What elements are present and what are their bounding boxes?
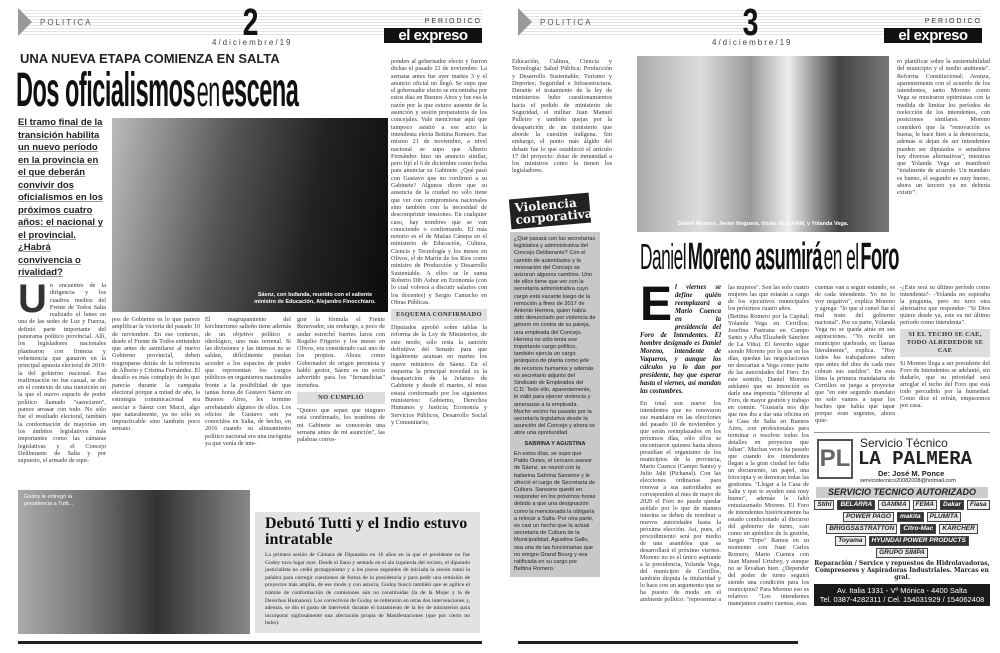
headline: Daniel Moreno asumirá en el Foro (640, 236, 899, 278)
lead-paragraph: El tramo final de la transición habilita un nuevo período en la provincia en el que deberán convivir dos oficialismos en los próximos cuatro años: el nacional y el provincial. ¿Habrá convivencia o rivalidad? (18, 117, 103, 278)
newspaper-logo: PERIODICO el expreso (384, 10, 482, 43)
kicker: UNA NUEVA ETAPA COMIENZA EN SALTA (20, 51, 280, 66)
sidebar-text: ¿Qué pasará con las secretarías legislativa y administrativa del Concejo Deliberante? Con el cambio de autoridades y la renovación del Concejo se avizoran algunos cambios. Uno de ellos tiene que ver con la secretaría administrativa cuyo cargo está vacante luego de la remoción a fines de 2017 de Antonio Herrera, quien había sido denunciado por violencia de género en contra de su pareja, una empleada del Concejo. Herrera no sólo tenía ese importante cargo político, también ejercía un cargo jerárquico de planta como jefe de recursos humanos y además es secretario adjunto del Sindicato de Empleados del C.D. Todo ello, aparentemente, le valió para ejercer violencia y amenazas a la empleada. Mucho vecino ha pasado por la secretaría legislativa desde la asunción del Concejo y ahora se abre una oportunidad. SABRINA Y AGUSTINA En estos días, se supo que Pablo Outes, el cercano asesor de Sáenz, se reunió con la bailarina Sabrina Sansone y le ofreció el cargo de Secretaría de Cultura. Sansone quedó en responder en los próximos horas debido a que una designación como la mencionada la obligaría a relocar a Salta. Por otra parte, es casi un hecho que la actual secretaria de Cultura de la Municipalidad, Agustina Gallo, sea una de las funcionarias que no emigre Grand Bourg y sea ratificada en su cargo por Bettina Romero. (510, 232, 600, 577)
section-arrow-icon (18, 8, 32, 36)
page-number: 3 (742, 2, 759, 44)
ad-owner: De: José M. Ponce (878, 469, 945, 478)
page-number: 2 (242, 2, 259, 44)
article-column: cuentas van a seguir estando, es de cada intendente. Yo no lo voy negativo", explica Moreno y agrega: "lo que sí cansó fue el mal trato del gobierno nacional". Por su parte, Yolanda Vega no se queda atrás en sus aspiraciones. "Yo recibí un municipio quebrado, en llamas literalmente", explica. "Hoy todos los trabajadores saben que antes del diez de cada mes cobran sus sueldos". En esta línea la primera mandataria de Cerrillos se juega a proyectar que "en este segundo mandato no solo vamos a tapar los baches que había que tapar porque eran urgentes, ahora quie- (815, 284, 895, 424)
bottom-story-text: La primera sesión de Cámara de Diputados en 16 años en la que el presidente no fue Godoy tuvo lugar ayer. Desde el llano y sentado en el ala izquierda del recinto, el diputado justicialista no cedió protagonismo y a los pocos segundos de iniciada la sesión tomó la palabra para corregir cuestiones de forma de la presidencia y para pedir una remisión de proyectos más amplia, de ese modo y con astucia, Godoy buscó también que se agilice el trámite de conformación de comisiones aún no constituidas (la de la Mujer y la de Derechos Humanos). Los correctivos de Godoy se reiteraron en otras dos intervenciones y, además, se dio el gusto de intervenir durante el tratamiento de la ley de ministerios para incorporar sigilosamente una afectación propia de Manifestaciones (que por cierto no hubo). (265, 552, 470, 627)
subheading: ESQUEMA CONFIRMADO (391, 309, 487, 321)
article-column: grar la fórmula el Frente Renovador, sin embargo, a poco de andar estrechó fuertes lazos con Rogelio Frigerio y los meses en Olivos, era considerado casi uno de los propios. Ahora como Gobernador de origen peronista y habló gestor, Sáenz es un socio advertido para los "fernandistas" norteños. NO CUMPLIÓ "Quiero que sepan que ninguno está confirmado, los nombres de mi Gabinete se conocerán una semana antes de mi asunción", las palabras corres- (297, 316, 385, 444)
article-column: ponden al gobernador electo y fueron dichas el pasado 21 de noviembre. La semana antes fue ayer martes 3 y el anuncio oficial no llegó. Se supo que el gobernador electo se encontraba por estos días en Buenos Aires y fue esa la razón por la que estuvo ausente de la asunción y sesión preparatoria de los concejales. Vale mencionar aquí que tampoco asistió a ese acto la intendenta electa Bettina Romero. Ese mismo 21 de noviembre, a nivel nacional se supo que Alberto Fernández hizo un anuncio similar, pero fijó el 6 de diciembre como fecha para anunciar su Gabinete. ¿Qué pasó con Gustavo que no confirmó a su Gabinete? Algunos dicen que su ausencia de la ciudad no sólo tiene que ver con compromisos nacionales sino también con la necesidad de descomprimir tensiones. En cualquier caso, hay nombres que se van conociendo o confirmando. El más notorio es el de Matías Cánepa en el ministerio de Educación, Cultura, Ciencia y Tecnología y los meses en Olivos, el de Martín de los Ríos como ministro de Producción y Desarrollo Sustentable. A ellos se le suma Roberto Dib Ashur en Economía (con lo cual volverá a discutir salarios con los docentes) y Sergio Camacho en Obras Públicas. ESQUEMA CONFIRMADO Diputados aprobó sobre tablas la reforma de la Ley de Ministerios, de este modo, sólo resta la sanción definitiva del Senado para que legalmente asuman en martes los nueve ministros de Sáenz. En el esquema la principal novedad es la desaparición de la Jefatura de Gabinete y desde el martes, el mise estará conformado por los siguientes ministerios: Gobierno, Derechos Humanos y Justicia; Economía y Servicios Públicos, Desarrollo Social y Comunitario; (391, 58, 487, 426)
section-arrow-icon (518, 8, 532, 36)
issue-date: 4/diciembre/19 (212, 38, 293, 47)
dropcap: E (640, 278, 673, 331)
ad-phones: Tel. 0387-4282311 / Cel. 154031929 / 154062408 (819, 594, 985, 604)
section-label: POLITICA (540, 18, 593, 27)
ad-monogram: PL (817, 439, 853, 479)
photo-caption: Godoy le entregó la presidencia a Tutti... (24, 494, 74, 507)
ad-description: Reparación / Service y repuestos de Hidrolavadoras, Compresores y Aspiradoras Industriales. Marcas en gral. (814, 560, 990, 582)
photo-caption: Daniel Moreno, Javier Noguera, titular de la FAM, y Yolanda Vega. (677, 221, 849, 227)
ad-brand-logo: BRIGGS&STRATTON (826, 524, 897, 534)
photo-saenz (112, 118, 388, 312)
ad-email: serviciotecnico20082008@hotmail.com (860, 478, 956, 484)
sidebar-title: Violencia corporativa (509, 193, 591, 230)
divider (518, 641, 798, 644)
ad-address: Av. Italia 1331 - Vº Mónica - 4400 Salta (836, 585, 968, 595)
ad-brand: LA PALMERA (858, 448, 973, 470)
article-column: El reagrupamiento del kirchnerismo salteño tiene además de un objetivo político e ideológico, uno más terrenal. Si las divisiones y las internas no se saldan, difícilmente puedan acceder a los espacios de poder que representan los cargos públicos en organismos nacionales frente a la posibilidad de que tantas horas de Gustavo Sáenz en Buenos Aires, les termine arrebatando algunos de ellos. Los oficios de Gustavo son ya conocidos en Salta, de hecho, en 2016 cuando su alineamiento político nacional era una incógnita ya que venía de inte- (205, 316, 291, 448)
bottom-story-box (255, 512, 480, 633)
ad-brand-logo: Stihl (814, 500, 834, 510)
issue-date: 4/diciembre/19 (712, 38, 793, 47)
subheading: SI EL TECHO SE CAE, TODO ALREDEDOR SE CAE (900, 329, 990, 357)
ad-banner: SERVICIO TECNICO AUTORIZADO (816, 487, 988, 498)
article-column: Educación, Cultura, Ciencia y Tecnología; Salud Pública; Producción y Desarrollo Sustentable; Turismo y Deportes; Seguridad e Infraestructura. Durante el tratamiento de la ley de ministerios hubo cuestionamientos hacia el pedido de ministerio de Seguridad, el militar Juan Manuel Pulleiro y también quejas por la desaparición de un ministerio que aborde la cuestión indígena. Sin embargo, el punto más álgido del debate fue lo que estableció el artículo 17 del proyecto: dotar de inmunidad a los ministros como la tienen los legisladores. (512, 58, 612, 175)
article-column: Un encuentro de la dirigencia y los cuadros medios del Frente de Todos Salta realizado el lunes en una de las sedes de Luz y Fuerza, definió parte importante del panorama político provincial. Allí, los legisladores nacionales plantearon con firmeza y vehemencia que ganaron en la principal apuesta electoral de 2019: la del gobierno nacional. Esa reafirmación no fue casual, se dio en el contexto de una transición en la que el nuevo espacio de poder político llamado "saencismo", parece arrasar con todo. No sólo fue el resultado electoral, también la conformación de mayorías en los ámbitos legislativos más importantes como las cámaras legislativas y el Concejo Deliberante de Salta y por supuesto, el armado de equi- (18, 277, 106, 465)
article-columns (640, 278, 809, 607)
divider (18, 641, 482, 644)
ad-brand-logo: KÄRCHER (939, 524, 978, 534)
article-column: ro planificar sobre la sustentabilidad del municipio y el medio ambiente". Reforma Constitucional: Avanza, aparentemente con el acuerdo de los intendentes, tanto Moreno como Vega se mostraron optimistas con la medida de limitar los períodos de reelección de los intendentes, con posiciones similares. Moreno consideró que la "renovación es buena, le hace bien a la democracia, además si dejan de ser intendentes pueden ser diputados o senadores hay diversas alternativas", mientras que Yolanda Vega se manifestó "totalmente de acuerdo. Un mandato es bueno, el segundo es muy bueno, ahora un tercero ya no debería existir". (897, 58, 990, 197)
advertisement-la-palmera (814, 432, 990, 606)
article-column: -¿Este será su último período como intendenta?- -Yolanda no esperaba la pregunta, pero no tuvo otra alternativa que responder- "Si Dios quiere desde ya, este es mi último período como intendenta". SI EL TECHO SE CAE, TODO ALREDEDOR SE CAE Si Moreno llega a ser presidente del Foro de Intendentes se adelantó, sin dudarlo, que su prioridad será arreglar el techo del Foro que está todo percudido por la humedad. Como dice el refrán, empecemos por casa. (900, 284, 990, 409)
photo-caption: Sáenz, con bufanda, reunido con el saliente ministro de Educación, Alejandro Finocchiaro. (254, 292, 376, 305)
ad-brand-logo: POWER PAGO (843, 512, 894, 522)
ad-brand-logo: HYUNDAI POWER PRODUCTS (869, 536, 969, 546)
subheading: SABRINA Y AGUSTINA (524, 440, 586, 447)
article-text: En total son nueve los intendentes que no renovaron sus mandatos en las elecciones del pasado 10 de noviembre y que serán reemplazados en los próximos días, sólo ellos se encontraron quienes hasta ahora presidían el organismo de los municipios de la provincia, Mario Cuenca (Campo Santo) y Julio Jalit (Pichanal). Con las elecciones ordinarias para renovar a sus autoridades se corresponden al mes de mayo de 2020 el Foro no puede quedar acéfalo por lo que de manera interina se deben de nombrar a nuevos autoridades hasta la próxima elección. Así, pues, el procedimiento será por medio de una asamblea que se desarrollará el próximo viernes. Moreno no es el único aspirante a la presidencia, Yolanda Vega, del municipio de Cerrillos, también disputa la titularidad y lo hace con un argumento que se ha puesto de moda en el ambiente político: "representar a las mujeres". Son las solo cuatro mujeres las que estarán a cargo de los ejecutivos municipales los próximos cuatro años. (640, 284, 809, 603)
ad-contact (814, 584, 990, 606)
ad-brand-logo: makita (897, 512, 924, 522)
photo-godoy (18, 490, 250, 634)
ad-brand-logo: Citro-Mac (900, 524, 936, 534)
ad-brand-logo: Toyama (835, 536, 865, 546)
ad-brand-logo: Dakar (940, 500, 964, 510)
ad-brand-logo: PLUMITA (927, 512, 961, 522)
ad-brand-logo: Fiasa (967, 500, 990, 510)
newspaper-logo: PERIODICO el expreso (884, 10, 982, 43)
article-column: pos de Gobierno es lo que parece amplificar la victoria del pasado 10 de noviembre. En ese contexto, desde el Frente de Todos entienden que antes de asimilarse al nuevo Gobierno provincial, deben reagruparse detrás de la referencia de Alberto y Cristina Fernández. El desafío es más complejo de lo que parecía durante la campaña electoral porque a mitad de año, la estrategia comunicacional era asociar a Sáenz con Macri, algo que naturalmente, ya no sólo es impracticable sino también poco sensato. (112, 316, 200, 433)
photo-intendentes (637, 56, 889, 232)
subheading: NO CUMPLIÓ (297, 392, 385, 404)
ad-brand-logo: BELARRA (837, 500, 875, 510)
article-lead: El viernes se define quién reemplazará a Mario Cuenca en la presidencia del Foro de Intendentes. El hombre designado es Daniel Moreno, intendente de Vaqueros, y aunque los cálculos ya lo dan por presidente, hay que esperar hasta el viernes, así mandan las costumbres. (640, 278, 721, 395)
ad-brand-logo: GRUPO SIMPA (876, 548, 928, 558)
ad-brand-logo: GAMMA (878, 500, 909, 510)
ad-brand-logo: FEMA (913, 500, 937, 510)
headline: Dos oficialismos en escena (16, 64, 299, 117)
sidebar-violencia (510, 196, 600, 577)
ad-brand-logos (814, 500, 990, 558)
article-text: (Bettina Romero por la Capital; Yolanda Vega en Cerrillos; Josefina Pastrana en Campo Santo y Alba Elizabeth Sánchez de La Viña). El favorito sigue siendo Moreno por lo que en los días, quedan las negociaciones no descartan a Vega como parte de las autoridades del Foro. En este sentido, Daniel Moreno adelantó que su intención es darle una impronta "diferente al Foro, de mayor gestión y trabajo en común. "Gustaría nos dije que nos iba a dar una oficina en la Casa de Salta en Buenos Aires, con profesionales para terminar o resolver todos los detalles en proyectos que faltan". Muchas veces ha pasado que cuando los intendentes llegan a la gran ciudad les falta un documento, un papel, una fotocopia y se demoran todas las gestiones. "Llegar a la Casa de Salta y que te ayuden está muy bueno", además le faltó entusiasmado Moreno. El Foro de intendentes históricamente ha estado condicionado al discurso del gobierno de turno, casi como un apéndice de la gestión, Sergio "Topo" Ramos en su momento con Juan Carlos Romero, Mario Cuenca con Juan Manuel Urtubey, y aunque no se llevaban bien. ¿Depender del poder de turno seguirá siendo una condición para los municipios? Para Moreno eso es relativo: "Los intendentes manejamos cuatro cuentas, esas (728, 313, 809, 607)
ad-title: Servicio Técnico (860, 436, 948, 450)
bottom-story-headline: Debutó Tutti y el Indio estuvo intratable (265, 515, 468, 548)
section-label: POLITICA (40, 18, 93, 27)
